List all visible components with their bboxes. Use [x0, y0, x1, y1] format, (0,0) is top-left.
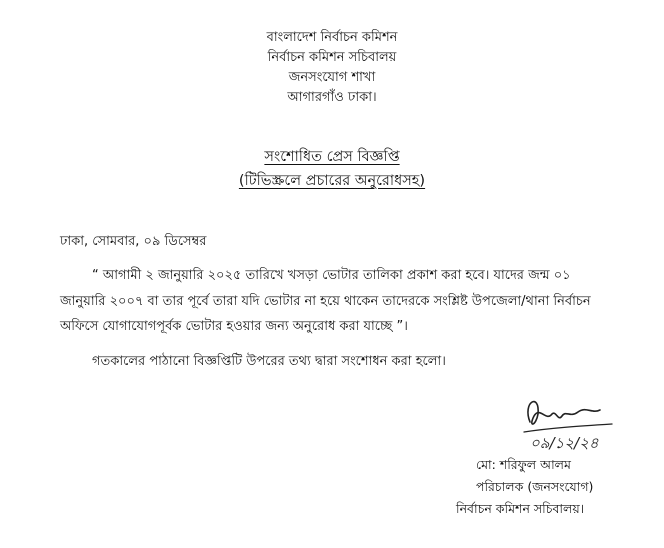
- announcement-line-1: “ আগামী ২ জানুয়ারি ২০২৫ তারিখে খসড়া ভোটার তালিকা প্রকাশ করা হবে। যাদের জন্ম ০১: [92, 268, 571, 283]
- signatory-designation: পরিচালক (জনসংযোগ): [476, 479, 594, 494]
- signatory-office: নির্বাচন কমিশন সচিবালয়।: [456, 501, 585, 516]
- announcement-line-2: জানুয়ারি ২০০৭ বা তার পূর্বে তারা যদি ভোটার না হয়ে থাকেন তাদেরকে সংশ্লিষ্ট উপজেলা/থানা নির্বাচন: [60, 294, 591, 309]
- handwritten-date: ০৯/১২/২৪: [530, 434, 599, 452]
- signatory-name: মো: শরিফুল আলম: [476, 457, 571, 472]
- header-org-name: বাংলাদেশ নির্বাচন কমিশন: [266, 30, 398, 45]
- date-line: ঢাকা, সোমবার, ০৯ ডিসেম্বর: [60, 234, 207, 249]
- correction-note: গতকালের পাঠানো বিজ্ঞপ্তিটি উপরের তথ্য দ্বারা সংশোধন করা হলো।: [92, 354, 446, 369]
- document-title-text: সংশোধিত প্রেস বিজ্ঞপ্তি: [264, 149, 400, 165]
- document-title: [0, 146, 664, 168]
- announcement-line-3: অফিসে যোগাযোগপূর্বক ভোটার হওয়ার জন্য অনুরোধ করা যাচ্ছে ”।: [60, 319, 408, 334]
- document-subtitle-text: (টিভিস্ক্রলে প্রচারের অনুরোধসহ): [238, 173, 426, 189]
- header-branch: জনসংযোগ শাখা: [288, 70, 376, 85]
- header-address: আগারগাঁও ঢাকা।: [287, 90, 377, 105]
- handwritten-signature: [500, 392, 630, 452]
- document-subtitle: [0, 170, 664, 192]
- header-secretariat: নির্বাচন কমিশন সচিবালয়: [267, 50, 397, 65]
